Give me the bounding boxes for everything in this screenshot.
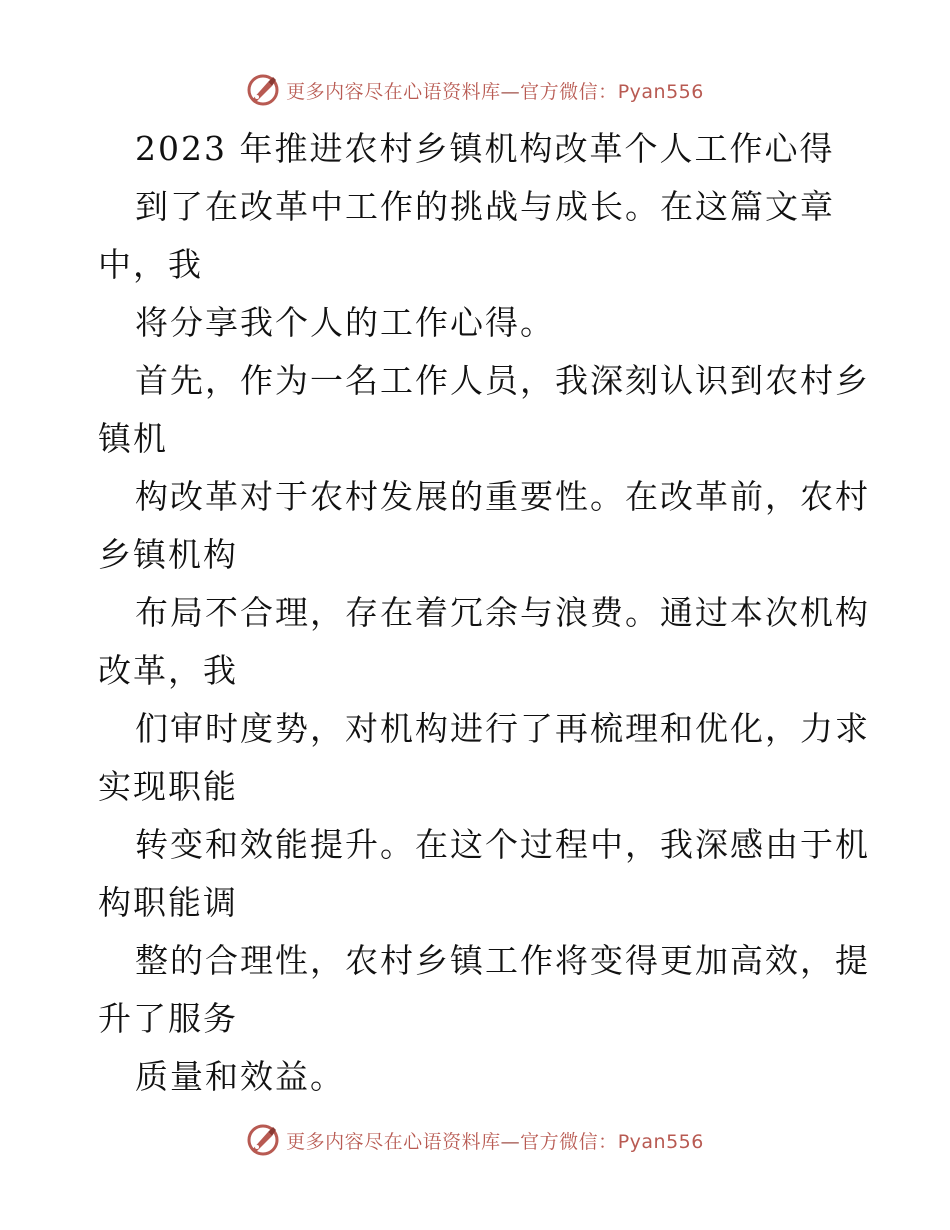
pen-logo-icon xyxy=(246,73,280,107)
paragraph-line: 们审时度势，对机构进行了再梳理和优化，力求 xyxy=(135,709,870,748)
paragraph-line: 构改革对于农村发展的重要性。在改革前，农村 xyxy=(135,477,870,516)
document-body xyxy=(98,120,870,1106)
paragraph-line: 构职能调 xyxy=(98,883,238,922)
banner-separator: — xyxy=(500,1130,521,1153)
paragraph-line: 实现职能 xyxy=(98,767,238,806)
banner-contact-label: 官方微信： xyxy=(520,1130,618,1153)
paragraph-line: 转变和效能提升。在这个过程中，我深感由于机 xyxy=(135,825,870,864)
document-title: 2023 年推进农村乡镇机构改革个人工作心得 xyxy=(135,129,835,168)
paragraph-line: 整的合理性，农村乡镇工作将变得更加高效，提 xyxy=(135,941,870,980)
banner-contact-id: Pyan556 xyxy=(617,1130,704,1153)
paragraph-line: 将分享我个人的工作心得。 xyxy=(135,303,555,342)
banner-contact-label: 官方微信： xyxy=(520,80,618,103)
banner-text xyxy=(286,77,704,104)
paragraph-line: 到了在改革中工作的挑战与成长。在这篇文章 xyxy=(135,187,835,226)
banner-contact-id: Pyan556 xyxy=(617,80,704,103)
paragraph-line: 质量和效益。 xyxy=(135,1057,345,1096)
header-banner xyxy=(0,70,950,110)
banner-separator: — xyxy=(500,80,521,103)
banner-title: 更多内容尽在心语资料库 xyxy=(286,80,501,103)
paragraph-line: 中，我 xyxy=(98,245,203,284)
paragraph-line: 乡镇机构 xyxy=(98,535,238,574)
pen-logo-icon xyxy=(246,1123,280,1157)
paragraph-line: 改革，我 xyxy=(98,651,238,690)
paragraph-line: 升了服务 xyxy=(98,999,238,1038)
banner-title: 更多内容尽在心语资料库 xyxy=(286,1130,501,1153)
paragraph-line: 布局不合理，存在着冗余与浪费。通过本次机构 xyxy=(135,593,870,632)
banner-text xyxy=(286,1127,704,1154)
footer-banner xyxy=(0,1120,950,1160)
paragraph-line: 首先，作为一名工作人员，我深刻认识到农村乡 xyxy=(135,361,870,400)
paragraph-line: 镇机 xyxy=(98,419,168,458)
